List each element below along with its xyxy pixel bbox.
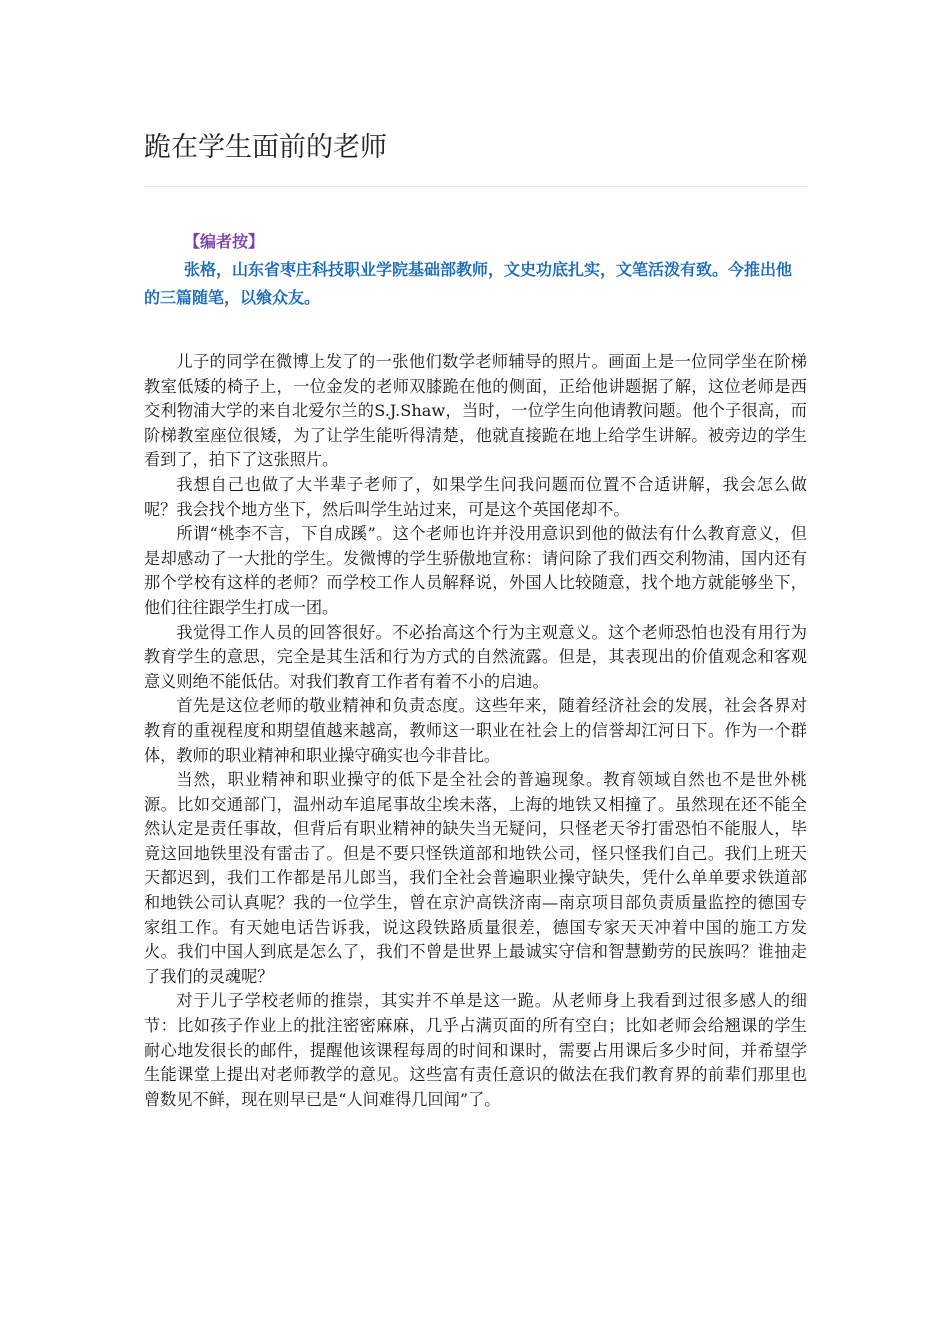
paragraph: 我想自己也做了大半辈子老师了，如果学生问我问题而位置不合适讲解，我会怎么做呢？我会找个地方坐下，然后叫学生站过来，可是这个英国佬却不。 <box>144 474 807 519</box>
page-title: 跪在学生面前的老师 <box>144 132 387 163</box>
editor-note-label: 【编者按】 <box>184 232 265 251</box>
editor-note <box>144 228 807 312</box>
editor-note-text: 张格，山东省枣庄科技职业学院基础部教师，文史功底扎实，文笔活泼有致。今推出他的三篇随笔，以飨众友。 <box>144 260 793 307</box>
paragraph: 当然，职业精神和职业操守的低下是全社会的普遍现象。教育领域自然也不是世外桃源。比如交通部门，温州动车追尾事故尘埃未落，上海的地铁又相撞了。虽然现在还不能全然认定是责任事故，但背后有职业精神的缺失当无疑问，只怪老天爷打雷恐怕不能服人，毕竟这回地铁里没有雷击了。但是不要只怪铁道部和地铁公司，怪只怪我们自己。我们上班天天都迟到，我们工作都是吊儿郎当，我们全社会普遍职业操守缺失，凭什么单单要求铁道部和地铁公司认真呢？我的一位学生，曾在京沪高铁济南—南京项目部负责质量监控的德国专家组工作。有天她电话告诉我，说这段铁路质量很差，德国专家天天冲着中国的施工方发火。我们中国人到底是怎么了，我们不曾是世界上最诚实守信和智慧勤劳的民族吗？谁抽走了我们的灵魂呢？ <box>144 770 807 986</box>
title-divider <box>144 186 807 187</box>
paragraph: 儿子的同学在微博上发了的一张他们数学老师辅导的照片。画面上是一位同学坐在阶梯教室低矮的椅子上，一位金发的老师双膝跪在他的侧面，正给他讲题据了解，这位老师是西交利物浦大学的来自北爱尔兰的S.J.Shaw，当时，一位学生向他请教问题。他个子很高，而阶梯教室座位很矮，为了让学生能听得清楚，他就直接跪在地上给学生讲解。被旁边的学生看到了，拍下了这张照片。 <box>144 352 807 470</box>
paragraph: 所谓“桃李不言，下自成蹊”。这个老师也许并没用意识到他的做法有什么教育意义，但是却感动了一大批的学生。发微博的学生骄傲地宣称：请问除了我们西交利物浦，国内还有那个学校有这样的老师？而学校工作人员解释说，外国人比较随意，找个地方就能够坐下，他们往往跟学生打成一团。 <box>144 524 807 617</box>
paragraph: 我觉得工作人员的回答很好。不必抬高这个行为主观意义。这个老师恐怕也没有用行为教育学生的意思，完全是其生活和行为方式的自然流露。但是，其表现出的价值观念和客观意义则绝不能低估。对我们教育工作者有着不小的启迪。 <box>144 622 807 691</box>
paragraph: 对于儿子学校老师的推崇，其实并不单是这一跪。从老师身上我看到过很多感人的细节：比如孩子作业上的批注密密麻麻，几乎占满页面的所有空白；比如老师会给翘课的学生耐心地发很长的邮件，提醒他该课程每周的时间和课时，需要占用课后多少时间，并希望学生能课堂上提出对老师教学的意见。这些富有责任意识的做法在我们教育界的前辈们那里也曾数见不鲜，现在则早已是“人间难得几回闻”了。 <box>144 991 807 1109</box>
paragraph: 首先是这位老师的敬业精神和负责态度。这些年来，随着经济社会的发展，社会各界对教育的重视程度和期望值越来越高，教师这一职业在社会上的信誉却江河日下。作为一个群体，教师的职业精神和职业操守确实也今非昔比。 <box>144 696 807 765</box>
article-body <box>144 350 807 1112</box>
